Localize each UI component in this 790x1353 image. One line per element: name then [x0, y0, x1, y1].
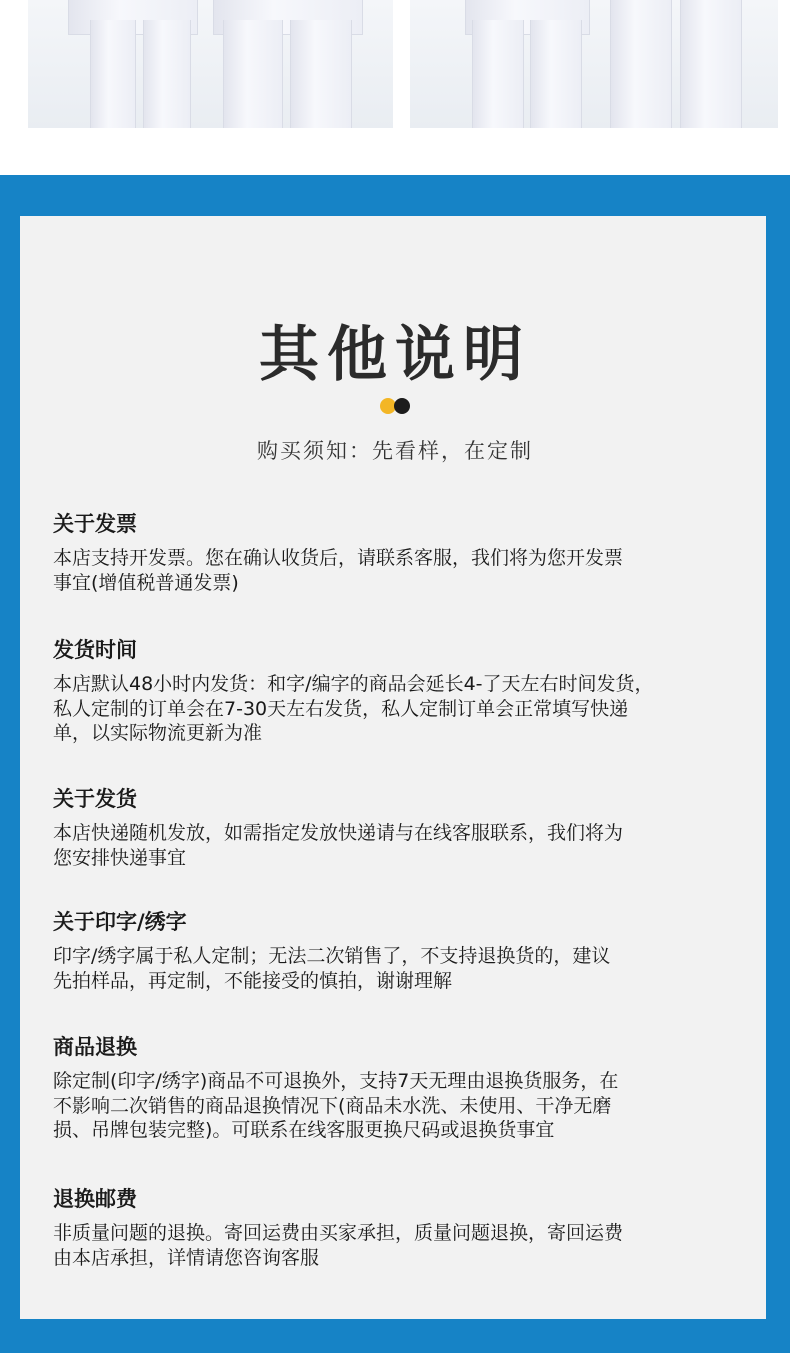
section-title: 关于印字/绣字 — [53, 910, 187, 934]
section-printing-embroidery — [53, 908, 763, 993]
section-body: 印字/绣字属于私人定制；无法二次销售了，不支持退换货的，建议 先拍样品，再定制，不能接受的慎拍，谢谢理解 — [53, 945, 611, 992]
trouser-leg — [680, 0, 742, 128]
trouser-leg — [223, 20, 283, 128]
section-body: 本店默认48小时内发货：和字/编字的商品会延长4-了天左右时间发货， 私人定制的订单会在7-30天左右发货，私人定制订单会正常填写快递 单，以实际物流更新为准 — [53, 673, 654, 744]
section-body: 本店支持开发票。您在确认收货后，请联系客服，我们将为您开发票 事宜(增值税普通发票) — [53, 547, 624, 594]
section-title: 商品退换 — [53, 1035, 137, 1059]
trouser-leg — [610, 0, 672, 128]
dark-dot-icon — [394, 398, 410, 414]
trouser-leg — [530, 20, 582, 128]
page-title: 其他说明 — [259, 320, 531, 390]
section-invoice — [53, 510, 763, 595]
section-shipping-time — [53, 636, 763, 746]
trouser-leg — [472, 20, 524, 128]
section-return-postage — [53, 1185, 763, 1270]
section-title: 退换邮费 — [53, 1187, 137, 1211]
title-decoration-dots — [380, 398, 412, 414]
trouser-leg — [90, 20, 136, 128]
product-photos-strip — [0, 0, 790, 175]
trouser-leg — [290, 20, 352, 128]
section-body: 非质量问题的退换。寄回运费由买家承担，质量问题退换，寄回运费 由本店承担，详情请您咨询客服 — [53, 1222, 624, 1269]
page-subtitle: 购买须知：先看样，在定制 — [257, 439, 533, 463]
trouser-leg — [143, 20, 191, 128]
section-title: 关于发票 — [53, 512, 137, 536]
product-photo-right — [410, 0, 778, 128]
section-delivery — [53, 785, 763, 870]
section-title: 关于发货 — [53, 787, 137, 811]
section-body: 除定制(印字/绣字)商品不可退换外，支持7天无理由退换货服务，在 不影响二次销售的商品退换情况下(商品未水洗、未使用、干净无磨 损、吊牌包装完整)。可联系在线客服更换尺码或退换货事宜 — [53, 1070, 619, 1141]
section-body: 本店快递随机发放，如需指定发放快递请与在线客服联系，我们将为 您安排快递事宜 — [53, 822, 624, 869]
section-title: 发货时间 — [53, 638, 137, 662]
product-photo-left — [28, 0, 393, 128]
section-returns — [53, 1033, 763, 1143]
